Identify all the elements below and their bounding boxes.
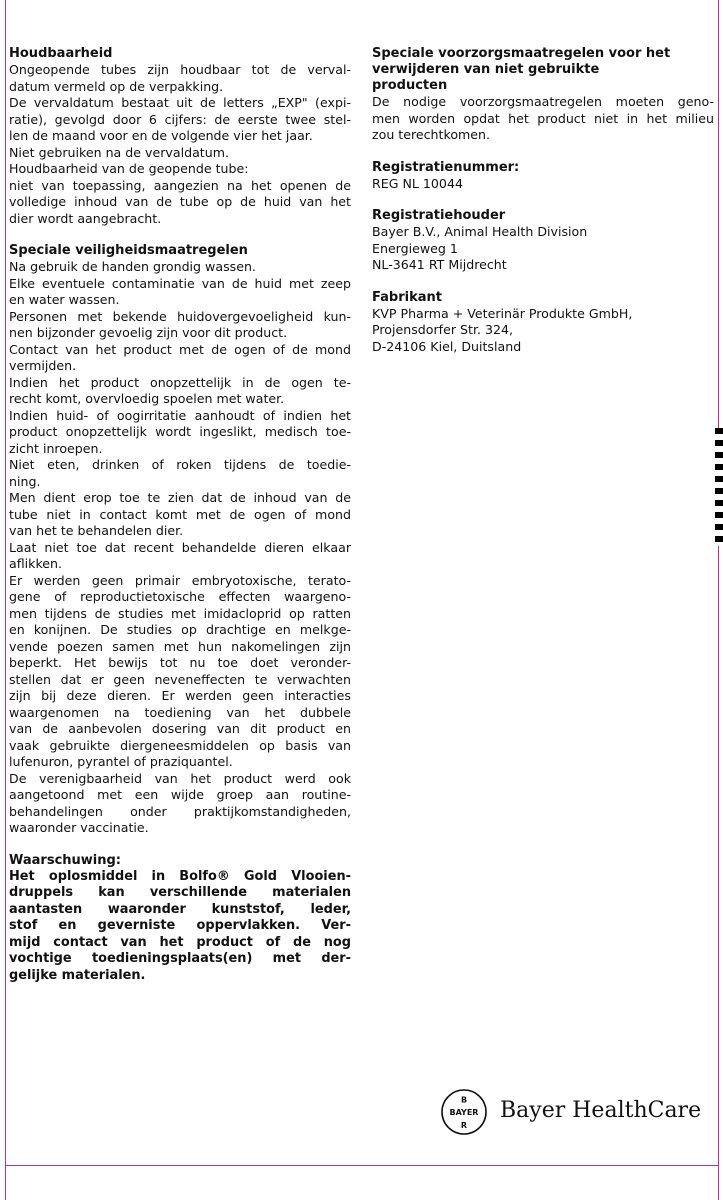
text-line: Na gebruik de handen grondig wassen.: [9, 259, 256, 274]
text-line: en konijnen. De studies op drachtige en melkge-: [9, 622, 351, 637]
page-border-left: [5, 0, 6, 1200]
text-line: mijd contact van het product of de nog: [9, 934, 351, 950]
storage-text: [9, 62, 351, 227]
bayer-cross-top-letter: B: [460, 1095, 468, 1105]
text-line: tube niet in contact komt met de ogen of mond: [9, 506, 351, 522]
safety-section: [9, 243, 351, 837]
text-line: vermijden.: [9, 358, 77, 373]
text-line: len de maand voor en de volgende vier het jaar.: [9, 128, 313, 143]
warning-section: [9, 853, 351, 985]
text-line: zou terechtkomen.: [372, 127, 491, 142]
bayer-cross-bottom-letter: R: [460, 1121, 468, 1130]
safety-text: [9, 259, 351, 837]
brand-name: Bayer HealthCare: [500, 1098, 702, 1123]
disposal-section: [372, 46, 714, 144]
text-line: beperkt. Het bewijs tot nu toe doet veronder-: [9, 655, 351, 670]
holder-address: [372, 224, 714, 274]
text-line: Indien huid- of oogirritatie aanhoudt of indien het: [9, 407, 351, 423]
text-line: vaak gebruikte diergeneesmiddelen op basis van: [9, 737, 351, 753]
text-line: ning.: [9, 473, 41, 489]
holder-section: [372, 208, 714, 274]
text-line: Niet eten, drinken of roken tijdens de toedie-: [9, 457, 351, 472]
text-line: men tijdens de studies met imidacloprid op ratten: [9, 605, 351, 621]
text-line: recht komt, overvloedig spoelen met water.: [9, 391, 285, 406]
text-line: Bayer B.V., Animal Health Division: [372, 224, 588, 239]
text-line: en water wassen.: [9, 292, 120, 307]
storage-heading: Houdbaarheid: [9, 46, 113, 61]
text-line: van het te behandelen dier.: [9, 523, 184, 538]
text-line: KVP Pharma + Veterinär Produkte GmbH,: [372, 305, 633, 321]
bayer-cross-middle-word: BAYER: [449, 1108, 479, 1117]
text-line: D-24106 Kiel, Duitsland: [372, 338, 522, 354]
manufacturer-heading: Fabrikant: [372, 289, 442, 305]
registration-section: [372, 160, 714, 193]
text-line: Energieweg 1: [372, 240, 458, 256]
bayer-cross-icon: [440, 1088, 488, 1136]
text-line: Ongeopende tubes zijn houdbaar tot de verval-: [9, 62, 351, 77]
text-line: Contact van het product met de ogen of de mond: [9, 341, 351, 357]
storage-section: [9, 46, 351, 227]
manufacturer-address: [372, 306, 714, 356]
text-line: dier wordt aangebracht.: [9, 210, 162, 226]
holder-heading: Registratiehouder: [372, 208, 506, 223]
text-line: gelijke materialen.: [9, 967, 146, 983]
text-line: zijn bij deze dieren. Er werden geen interacties: [9, 688, 351, 703]
text-line: zicht inroepen.: [9, 440, 103, 456]
text-line: Houdbaarheid van de geopende tube:: [9, 161, 249, 176]
text-line: De nodige voorzorgsmaatregelen moeten geno-: [372, 94, 714, 109]
manufacturer-section: [372, 290, 714, 356]
text-line: De verenigbaarheid van het product werd ook: [9, 770, 351, 786]
heading-line: Speciale voorzorgsmaatregelen voor het: [372, 46, 671, 61]
text-line: nen bijzonder gevoelig zijn voor dit product.: [9, 325, 288, 340]
print-registration-marks: [715, 428, 723, 546]
heading-line: producten: [372, 78, 448, 93]
text-line: Elke eventuele contaminatie van de huid met zeep: [9, 275, 351, 291]
text-line: van de aanbevolen dosering van dit product en: [9, 721, 351, 736]
page-border-bottom: [5, 1165, 718, 1166]
text-line: waargenomen na toediening van het dubbele: [9, 704, 351, 720]
text-line: niet van toepassing, aangezien na het openen de: [9, 177, 351, 193]
text-line: NL-3641 RT Mijdrecht: [372, 257, 507, 272]
text-line: vochtige toedieningsplaats(en) met der-: [9, 951, 351, 966]
text-line: gene of reproductietoxische effecten waargeno-: [9, 589, 351, 604]
text-line: Personen met bekende huidovergevoeligheid kun-: [9, 308, 351, 324]
text-line: product onopzettelijk wordt ingeslikt, medisch toe-: [9, 424, 351, 439]
text-line: ratie), gevolgd door 6 cijfers: de eerste twee stel-: [9, 111, 351, 127]
text-line: men worden opdat het product niet in het milieu: [372, 110, 714, 126]
text-line: De vervaldatum bestaat uit de letters „EXP" (expi-: [9, 95, 351, 110]
text-line: Projensdorfer Str. 324,: [372, 322, 514, 337]
text-line: Indien het product onopzettelijk in de ogen te-: [9, 374, 351, 390]
text-line: stof en geverniste oppervlakken. Ver-: [9, 918, 351, 933]
text-line: Men dient erop toe te zien dat de inhoud van de: [9, 490, 351, 505]
text-line: druppels kan verschillende materialen: [9, 885, 351, 900]
text-line: stellen dat er geen neveneffecten te verwachten: [9, 671, 351, 687]
heading-line: verwijderen van niet gebruikte: [372, 62, 600, 77]
text-line: vende poezen samen met hun nakomelingen zijn: [9, 638, 351, 654]
disposal-text: [372, 94, 714, 144]
warning-text: [9, 869, 351, 985]
text-line: waaronder vaccinatie.: [9, 820, 149, 835]
disposal-heading: [372, 46, 714, 94]
page-border-right: [718, 0, 719, 1200]
registration-heading: Registratienummer:: [372, 159, 520, 175]
left-column: [9, 46, 351, 1000]
text-line: aantasten waaronder kunststof, leder,: [9, 901, 351, 917]
text-line: aangetoond met een wijde groep aan routine-: [9, 787, 351, 802]
text-line: behandelingen onder praktijkomstandigheden,: [9, 803, 351, 819]
text-line: volledige inhoud van de tube op de huid van het: [9, 194, 351, 209]
bayer-healthcare-logo: [440, 1088, 720, 1136]
registration-number: REG NL 10044: [372, 175, 463, 191]
text-line: Niet gebruiken na de vervaldatum.: [9, 144, 229, 160]
right-column: [372, 46, 714, 371]
text-line: aflikken.: [9, 556, 63, 571]
warning-heading: Waarschuwing:: [9, 852, 122, 868]
text-line: datum vermeld op de verpakking.: [9, 78, 224, 94]
text-line: Laat niet toe dat recent behandelde dieren elkaar: [9, 539, 351, 555]
text-line: Er werden geen primair embryotoxische, terato-: [9, 572, 351, 588]
text-line: Het oplosmiddel in Bolfo® Gold Vlooien-: [9, 868, 351, 884]
safety-heading: Speciale veiligheidsmaatregelen: [9, 243, 248, 258]
text-line: lufenuron, pyrantel of praziquantel.: [9, 754, 233, 769]
